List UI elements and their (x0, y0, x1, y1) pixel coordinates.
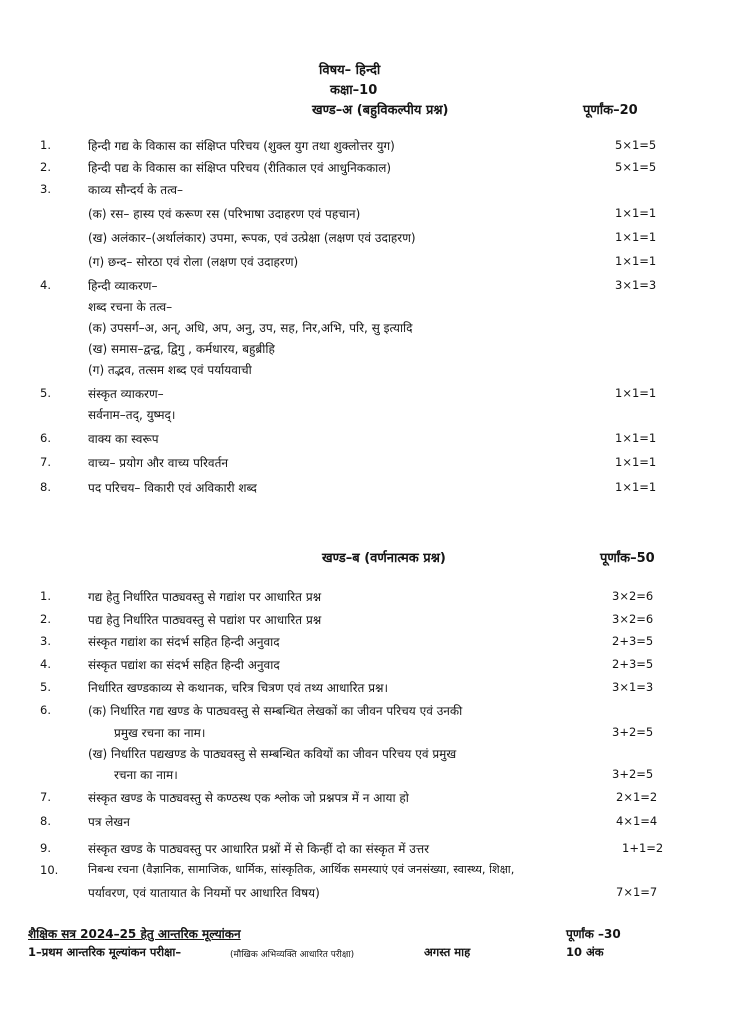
item-text: (ख) निर्धारित पद्यखण्ड के पाठ्यवस्तु से सम्बन्धित कवियों का जीवन परिचय एवं प्रमुख (88, 747, 457, 761)
item-text: पद परिचय– विकारी एवं अविकारी शब्द (88, 481, 257, 495)
item-number: 4. (40, 657, 51, 671)
item-number: 7. (40, 455, 51, 469)
item-number: 7. (40, 790, 51, 804)
item-text: हिन्दी पद्य के विकास का संक्षिप्त परिचय (रीतिकाल एवं आधुनिककाल) (88, 161, 392, 175)
item-text: (ख) अलंकार–(अर्थालंकार) उपमा, रूपक, एवं उत्प्रेक्षा (लक्षण एवं उदाहरण) (88, 231, 416, 245)
item-marks: 3×1=3 (612, 680, 654, 694)
subject-title: विषय– हिन्दी (319, 63, 381, 78)
internal-assessment-title: शैक्षिक सत्र 2024–25 हेतु आन्तरिक मूल्यांकन (28, 927, 241, 941)
class-title: कक्षा–10 (330, 83, 378, 98)
item-number: 8. (40, 814, 51, 828)
item-text: संस्कृत व्याकरण– (88, 387, 164, 401)
item-text: हिन्दी व्याकरण– (88, 279, 158, 293)
item-marks: 1×1=1 (615, 254, 657, 268)
item-marks: 1+1=2 (622, 841, 664, 855)
item-marks: 2+3=5 (612, 634, 654, 648)
item-marks: 1×1=1 (615, 230, 657, 244)
item-text: शब्द रचना के तत्व– (88, 300, 173, 314)
item-number: 8. (40, 480, 51, 494)
exam-note: (मौखिक अभिव्यक्ति आधारित परीक्षा) (230, 950, 355, 960)
item-text: गद्य हेतु निर्धारित पाठ्यवस्तु से गद्यांश पर आधारित प्रश्न (88, 590, 322, 604)
item-number: 3. (40, 634, 51, 648)
item-number: 5. (40, 680, 51, 694)
item-text: रचना का नाम। (114, 768, 178, 782)
item-text: संस्कृत गद्यांश का संदर्भ सहित हिन्दी अनुवाद (88, 635, 280, 649)
item-marks: 3+2=5 (612, 725, 654, 739)
internal-assessment-total: पूर्णांक –30 (566, 927, 621, 941)
item-text: प्रमुख रचना का नाम। (114, 726, 206, 740)
item-text: पर्यावरण, एवं यातायात के नियमों पर आधारित विषय) (88, 886, 320, 900)
item-marks: 5×1=5 (615, 160, 657, 174)
item-text: वाक्य का स्वरूप (88, 432, 159, 446)
section-b-total: पूर्णांक–50 (600, 551, 655, 566)
item-text: संस्कृत पद्यांश का संदर्भ सहित हिन्दी अनुवाद (88, 658, 280, 672)
item-text: (ख) समास–द्वन्द्व, द्विगु , कर्मधारय, बहुब्रीहि (88, 342, 275, 356)
section-a-total: पूर्णांक–20 (583, 103, 638, 118)
item-marks: 2×1=2 (616, 790, 658, 804)
item-marks: 1×1=1 (615, 206, 657, 220)
item-text: निबन्ध रचना (वैज्ञानिक, सामाजिक, धार्मिक, सांस्कृतिक, आर्थिक समस्याएं एवं जनसंख्या, स्वास्थ्य, शिक्षा, (88, 863, 515, 876)
exam-marks: 10 अंक (566, 945, 604, 959)
item-marks: 3×1=3 (615, 278, 657, 292)
section-a-title: खण्ड–अ (बहुविकल्पीय प्रश्न) (312, 103, 449, 118)
item-marks: 3×2=6 (612, 589, 654, 603)
item-text: संस्कृत खण्ड के पाठ्यवस्तु पर आधारित प्रश्नों में से किन्हीं दो का संस्कृत में उत्तर (88, 842, 430, 856)
item-text: (ग) तद्भव, तत्सम शब्द एवं पर्यायवाची (88, 363, 252, 377)
item-marks: 3×2=6 (612, 612, 654, 626)
item-number: 2. (40, 612, 51, 626)
exam-month: अगस्त माह (424, 945, 471, 959)
item-number: 9. (40, 841, 51, 855)
item-marks: 1×1=1 (615, 431, 657, 445)
item-text: हिन्दी गद्य के विकास का संक्षिप्त परिचय (शुक्ल युग तथा शुक्लोत्तर युग) (88, 139, 395, 153)
item-text: पत्र लेखन (88, 815, 130, 829)
item-marks: 2+3=5 (612, 657, 654, 671)
item-number: 1. (40, 138, 51, 152)
item-marks: 5×1=5 (615, 138, 657, 152)
item-text: (क) निर्धारित गद्य खण्ड के पाठ्यवस्तु से सम्बन्धित लेखकों का जीवन परिचय एवं उनकी (88, 704, 463, 718)
item-number: 1. (40, 589, 51, 603)
item-number: 4. (40, 278, 51, 292)
item-text: (ग) छन्द– सोरठा एवं रोला (लक्षण एवं उदाहरण) (88, 255, 299, 269)
item-text: वाच्य– प्रयोग और वाच्य परिवर्तन (88, 456, 229, 470)
item-marks: 3+2=5 (612, 767, 654, 781)
item-text: (क) उपसर्ग–अ, अन्, अधि, अप, अनु, उप, सह, निर,अभि, परि, सु इत्यादि (88, 321, 413, 335)
item-number: 6. (40, 703, 51, 717)
item-number: 2. (40, 160, 51, 174)
item-text: निर्धारित खण्डकाव्य से कथानक, चरित्र चित्रण एवं तथ्य आधारित प्रश्न। (88, 681, 389, 695)
item-marks: 7×1=7 (616, 885, 658, 899)
exam-label: 1–प्रथम आन्तरिक मूल्यांकन परीक्षा– (28, 945, 182, 959)
item-number: 3. (40, 182, 51, 196)
item-marks: 1×1=1 (615, 480, 657, 494)
item-text: काव्य सौन्दर्य के तत्व– (88, 183, 183, 197)
item-marks: 1×1=1 (615, 455, 657, 469)
section-b-title: खण्ड–ब (वर्णनात्मक प्रश्न) (322, 551, 446, 566)
item-marks: 1×1=1 (615, 386, 657, 400)
item-number: 10. (40, 863, 59, 877)
item-number: 5. (40, 386, 51, 400)
item-text: संस्कृत खण्ड के पाठ्यवस्तु से कण्ठस्थ एक श्लोक जो प्रश्नपत्र में न आया हो (88, 791, 409, 805)
item-text: पद्य हेतु निर्धारित पाठ्यवस्तु से पद्यांश पर आधारित प्रश्न (88, 613, 322, 627)
item-text: सर्वनाम–तद्, युष्मद्। (88, 408, 176, 422)
item-text: (क) रस– हास्य एवं करूण रस (परिभाषा उदाहरण एवं पहचान) (88, 207, 361, 221)
item-number: 6. (40, 431, 51, 445)
item-marks: 4×1=4 (616, 814, 658, 828)
